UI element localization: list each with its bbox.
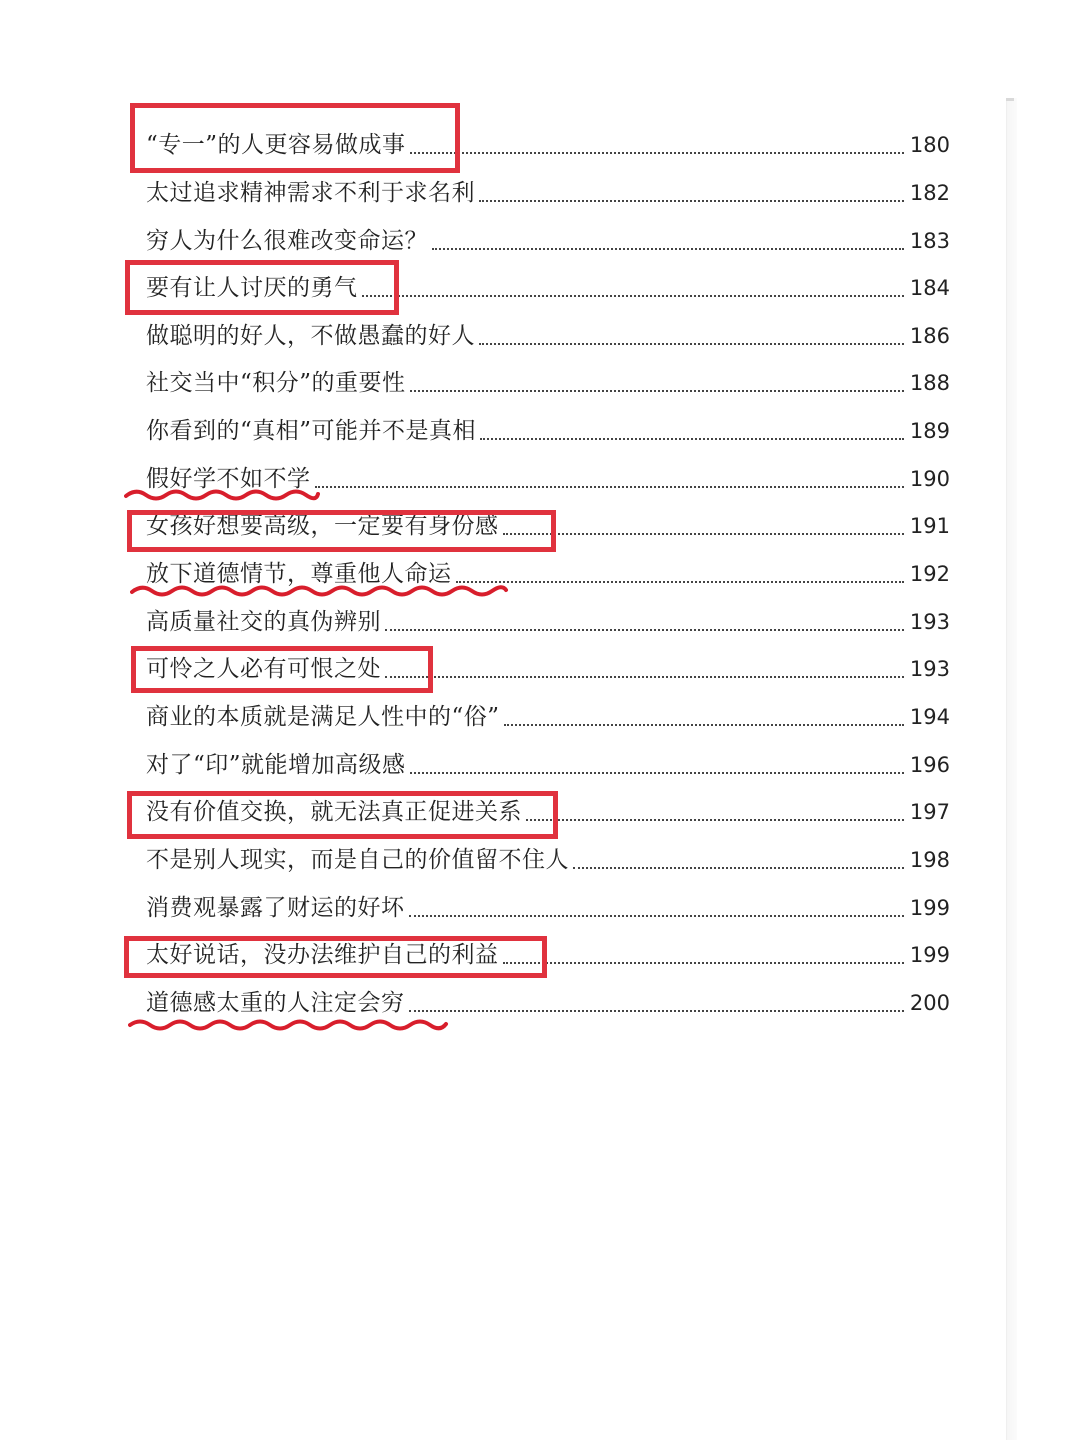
- toc-entry[interactable]: [146, 410, 950, 446]
- dot-leader: [503, 533, 904, 535]
- dot-leader: [410, 772, 904, 774]
- toc-entry-page: 193: [909, 610, 950, 634]
- dot-leader: [456, 581, 904, 583]
- toc-entry-page: 190: [909, 467, 950, 491]
- toc-entry-title: 可怜之人必有可恨之处: [146, 656, 381, 682]
- toc-entry-title: 你看到的“真相”可能并不是真相: [146, 418, 477, 444]
- toc-entry-title: 太过追求精神需求不利于求名利: [146, 180, 475, 206]
- toc-entry-title: 穷人为什么很难改变命运？: [146, 228, 428, 254]
- toc-entry-title: 不是别人现实，而是自己的价值留不住人: [146, 847, 569, 873]
- toc-entry[interactable]: [146, 315, 950, 351]
- dot-leader: [362, 295, 904, 297]
- dot-leader: [385, 629, 904, 631]
- toc-entry[interactable]: [146, 601, 950, 637]
- toc-entry-page: 193: [909, 657, 950, 681]
- toc-entry-title: 商业的本质就是满足人性中的“俗”: [146, 704, 500, 730]
- toc-entry[interactable]: [146, 267, 950, 303]
- dot-leader: [410, 390, 904, 392]
- toc-entry-page: 184: [909, 276, 950, 300]
- dot-leader: [573, 867, 904, 869]
- toc-entry-page: 180: [909, 133, 950, 157]
- toc-entry-title: 太好说话，没办法维护自己的利益: [146, 942, 499, 968]
- toc-entry[interactable]: [146, 505, 950, 541]
- toc-entry[interactable]: [146, 362, 950, 398]
- toc-entry-title: 要有让人讨厌的勇气: [146, 275, 358, 301]
- toc-entry-title: 高质量社交的真伪辨别: [146, 609, 381, 635]
- toc-entry[interactable]: [146, 220, 950, 256]
- toc-entry-page: 194: [909, 705, 950, 729]
- toc-entry[interactable]: [146, 696, 950, 732]
- toc-entry-page: 189: [909, 419, 950, 443]
- dot-leader: [409, 1010, 904, 1012]
- toc-entry-page: 182: [909, 181, 950, 205]
- toc-entry-title: 做聪明的好人，不做愚蠢的好人: [146, 323, 475, 349]
- toc-entry-page: 197: [909, 800, 950, 824]
- toc-entry-page: 198: [909, 848, 950, 872]
- toc-entry-title: 道德感太重的人注定会穷: [146, 990, 405, 1016]
- toc-entry[interactable]: [146, 553, 950, 589]
- dot-leader: [385, 676, 904, 678]
- dot-leader: [526, 819, 904, 821]
- toc-entry-page: 191: [909, 514, 950, 538]
- toc-entry-title: 没有价值交换，就无法真正促进关系: [146, 799, 522, 825]
- toc-entry[interactable]: [146, 791, 950, 827]
- toc-entry[interactable]: [146, 744, 950, 780]
- toc-entry[interactable]: [146, 934, 950, 970]
- toc-entry-page: 188: [909, 371, 950, 395]
- dot-leader: [315, 486, 904, 488]
- toc-entry-title: 放下道德情节，尊重他人命运: [146, 561, 452, 587]
- toc-entry-page: 183: [909, 229, 950, 253]
- dot-leader: [480, 438, 904, 440]
- toc-entry-title: 消费观暴露了财运的好坏: [146, 895, 405, 921]
- toc-entry[interactable]: [146, 172, 950, 208]
- dot-leader: [504, 724, 904, 726]
- toc-entry-title: 假好学不如不学: [146, 466, 311, 492]
- toc-entry[interactable]: [146, 124, 950, 160]
- toc-entry[interactable]: [146, 982, 950, 1018]
- toc-entry-title: 对了“印”就能增加高级感: [146, 752, 406, 778]
- toc-entry-title: “专一”的人更容易做成事: [146, 132, 406, 158]
- dot-leader: [409, 915, 904, 917]
- toc-entry[interactable]: [146, 887, 950, 923]
- toc-entry-page: 186: [909, 324, 950, 348]
- toc-entry-title: 社交当中“积分”的重要性: [146, 370, 406, 396]
- dot-leader: [503, 962, 904, 964]
- dot-leader: [479, 343, 904, 345]
- toc-entry-page: 196: [909, 753, 950, 777]
- toc-entry-page: 199: [909, 896, 950, 920]
- toc-entry-title: 女孩好想要高级，一定要有身份感: [146, 513, 499, 539]
- toc-entry-page: 192: [909, 562, 950, 586]
- toc-entry[interactable]: [146, 648, 950, 684]
- dot-leader: [432, 248, 904, 250]
- dot-leader: [479, 200, 904, 202]
- toc-entry-page: 199: [909, 943, 950, 967]
- toc-entry[interactable]: [146, 839, 950, 875]
- toc-entry[interactable]: [146, 458, 950, 494]
- toc-entry-page: 200: [909, 991, 950, 1015]
- dot-leader: [410, 152, 904, 154]
